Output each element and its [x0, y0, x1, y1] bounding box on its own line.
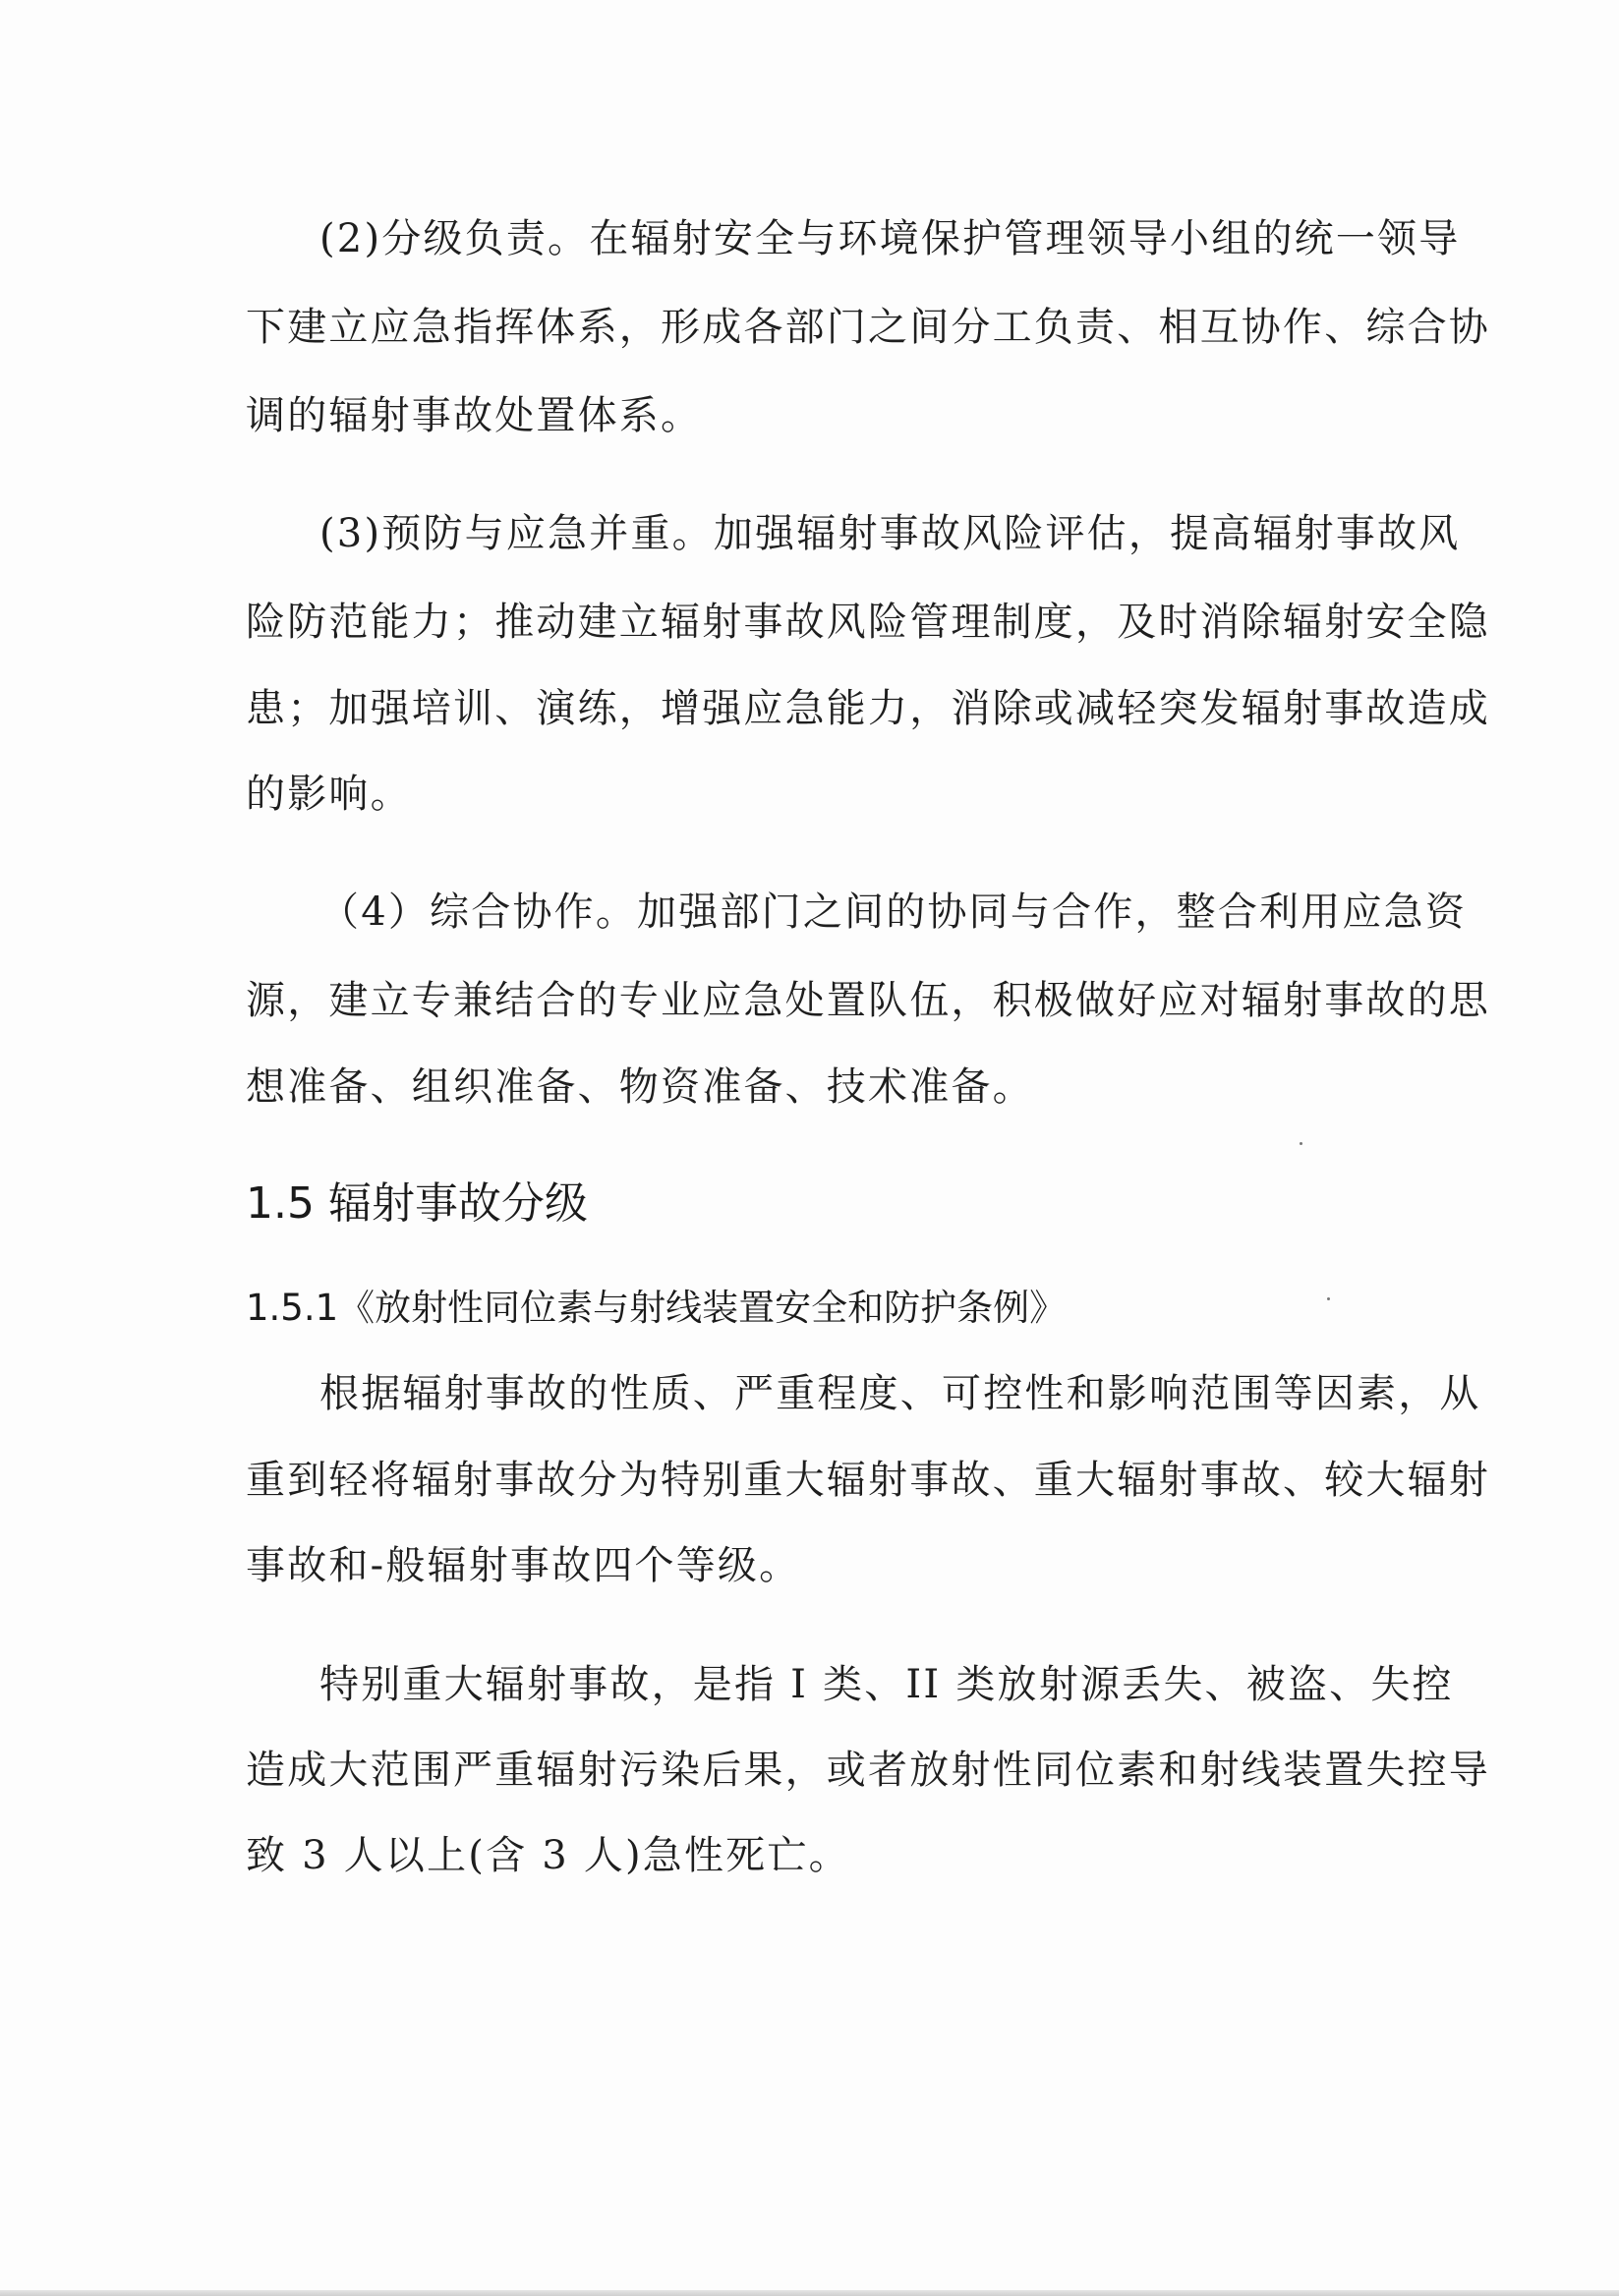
- scan-speck: [1327, 1297, 1330, 1300]
- classification-line-2: 重到轻将辐射事故分为特别重大辐射事故、重大辐射事故、较大辐射: [246, 1458, 1490, 1503]
- classification-line-1: 根据辐射事故的性质、严重程度、可控性和影响范围等因素，从: [319, 1371, 1481, 1416]
- heading-1-5: 1.5 辐射事故分级: [246, 1178, 588, 1229]
- section-2-line-2: 下建立应急指挥体系，形成各部门之间分工负责、相互协作、综合协: [246, 305, 1490, 350]
- section-3-line-3: 患；加强培训、演练，增强应急能力，消除或减轻突发辐射事故造成: [246, 686, 1490, 731]
- section-2-line-1: (2)分级负责。在辐射安全与环境保护管理领导小组的统一领导: [319, 216, 1461, 261]
- section-3-line-1: (3)预防与应急并重。加强辐射事故风险评估，提高辐射事故风: [319, 511, 1461, 556]
- heading-1-5-1: 1.5.1《放射性同位素与射线装置安全和防护条例》: [246, 1287, 1067, 1329]
- section-4-line-1: （4）综合协作。加强部门之间的协同与合作，整合利用应急资: [319, 890, 1468, 935]
- section-2-line-3: 调的辐射事故处置体系。: [246, 393, 703, 438]
- section-4-line-3: 想准备、组织准备、物资准备、技术准备。: [246, 1064, 1034, 1110]
- scan-speck: [1300, 1142, 1302, 1145]
- section-3-line-4: 的影响。: [246, 772, 412, 817]
- scan-bottom-edge: [0, 2290, 1619, 2296]
- especially-major-line-2: 造成大范围严重辐射污染后果，或者放射性同位素和射线装置失控导: [246, 1748, 1490, 1793]
- section-4-line-2: 源，建立专兼结合的专业应急处置队伍，积极做好应对辐射事故的思: [246, 978, 1490, 1023]
- section-3-line-2: 险防范能力；推动建立辐射事故风险管理制度，及时消除辐射安全隐: [246, 600, 1490, 645]
- especially-major-line-1: 特别重大辐射事故，是指 I 类、II 类放射源丢失、被盗、失控: [319, 1662, 1454, 1707]
- classification-line-3: 事故和-般辐射事故四个等级。: [246, 1543, 801, 1588]
- especially-major-line-3: 致 3 人以上(含 3 人)急性死亡。: [246, 1833, 850, 1878]
